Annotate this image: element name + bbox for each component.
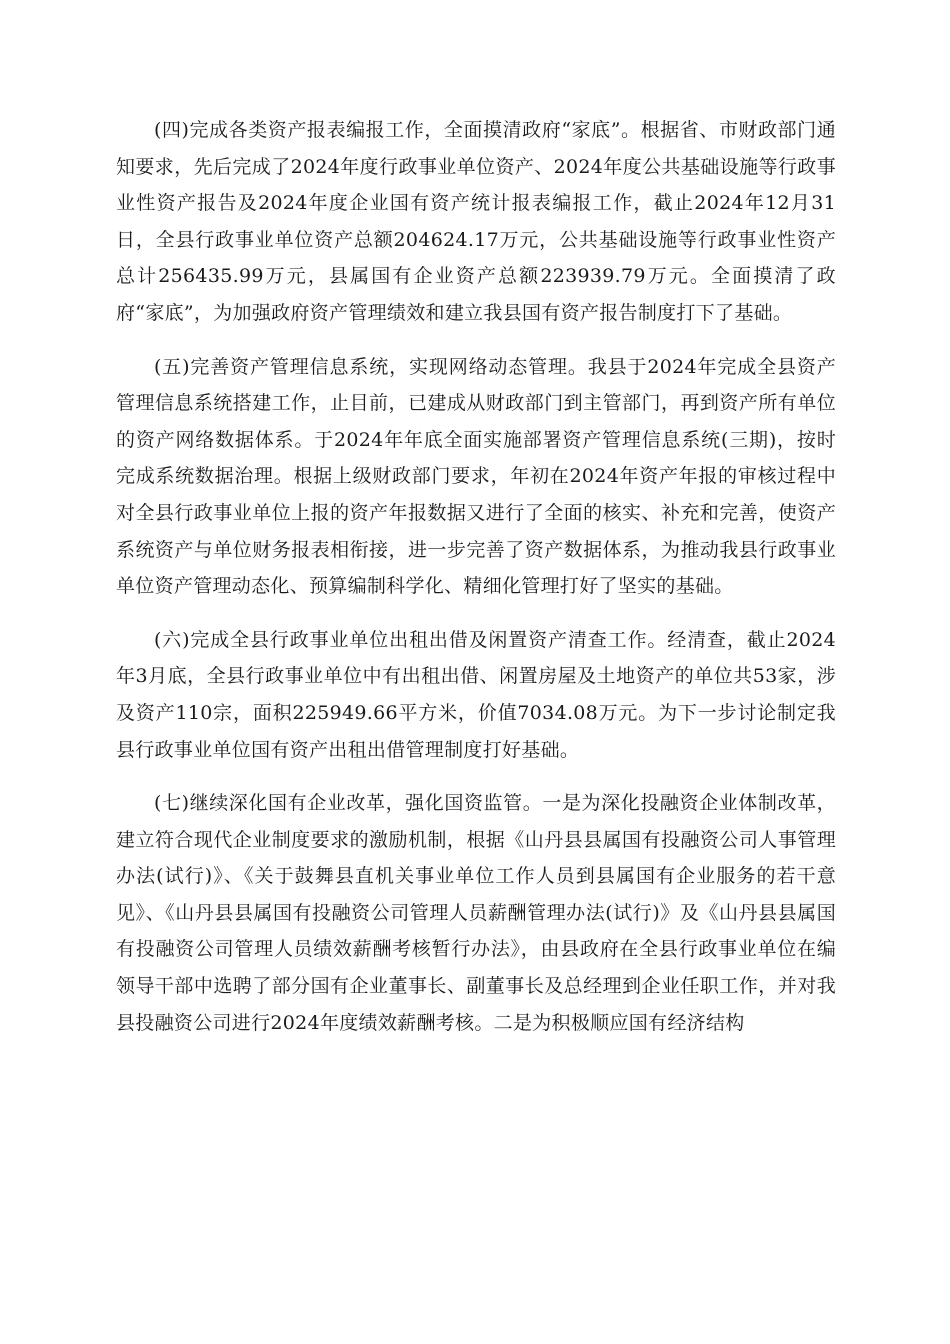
paragraph-asset-info-system: (五)完善资产管理信息系统，实现网络动态管理。我县于2024年完成全县资产管理信息系统搭建工作，止目前，已建成从财政部门到主管部门，再到资产所有单位的资产网络数据体系。于2024年年底全面实施部署资产管理信息系统(三期)，按时完成系统数据治理。根据上级财政部门要求，年初在2024年资产年报的审核过程中对全县行政事业单位上报的资产年报数据又进行了全面的核实、补充和完善，使资产系统资产与单位财务报表相衔接，进一步完善了资产数据体系，为推动我县行政事业单位资产管理动态化、预算编制科学化、精细化管理打好了坚实的基础。 xyxy=(116,355,836,598)
paragraph-idle-assets-inventory: (六)完成全县行政事业单位出租出借及闲置资产清查工作。经清查，截止2024年3月底，全县行政事业单位中有出租出借、闲置房屋及土地资产的单位共53家，涉及资产110宗，面积225949.66平方米，价值7034.08万元。为下一步讨论制定我县行政事业单位国有资产出租出借管理制度打好基础。 xyxy=(116,628,836,761)
document-page xyxy=(116,112,836,1058)
paragraph-assets-reports: (四)完成各类资产报表编报工作，全面摸清政府“家底”。根据省、市财政部门通知要求，先后完成了2024年度行政事业单位资产、2024年度公共基础设施等行政事业性资产报告及2024年度企业国有资产统计报表编报工作，截止2024年12月31日，全县行政事业单位资产总额204624.17万元，公共基础设施等行政事业性资产总计256435.99万元，县属国有企业资产总额223939.79万元。全面摸清了政府“家底”，为加强政府资产管理绩效和建立我县国有资产报告制度打下了基础。 xyxy=(116,119,836,324)
paragraph-soe-reform: (七)继续深化国有企业改革，强化国资监管。一是为深化投融资企业体制改革，建立符合现代企业制度要求的激励机制，根据《山丹县县属国有投融资公司人事管理办法(试行)》、《关于鼓舞县直机关事业单位工作人员到县属国有企业服务的若干意见》、《山丹县县属国有投融资公司管理人员薪酬管理办法(试行)》及《山丹县县属国有投融资公司管理人员绩效薪酬考核暂行办法》，由县政府在全县行政事业单位在编领导干部中选聘了部分国有企业董事长、副董事长及总经理到企业任职工作，并对我县投融资公司进行2024年度绩效薪酬考核。二是为积极顺应国有经济结构 xyxy=(116,792,836,1034)
